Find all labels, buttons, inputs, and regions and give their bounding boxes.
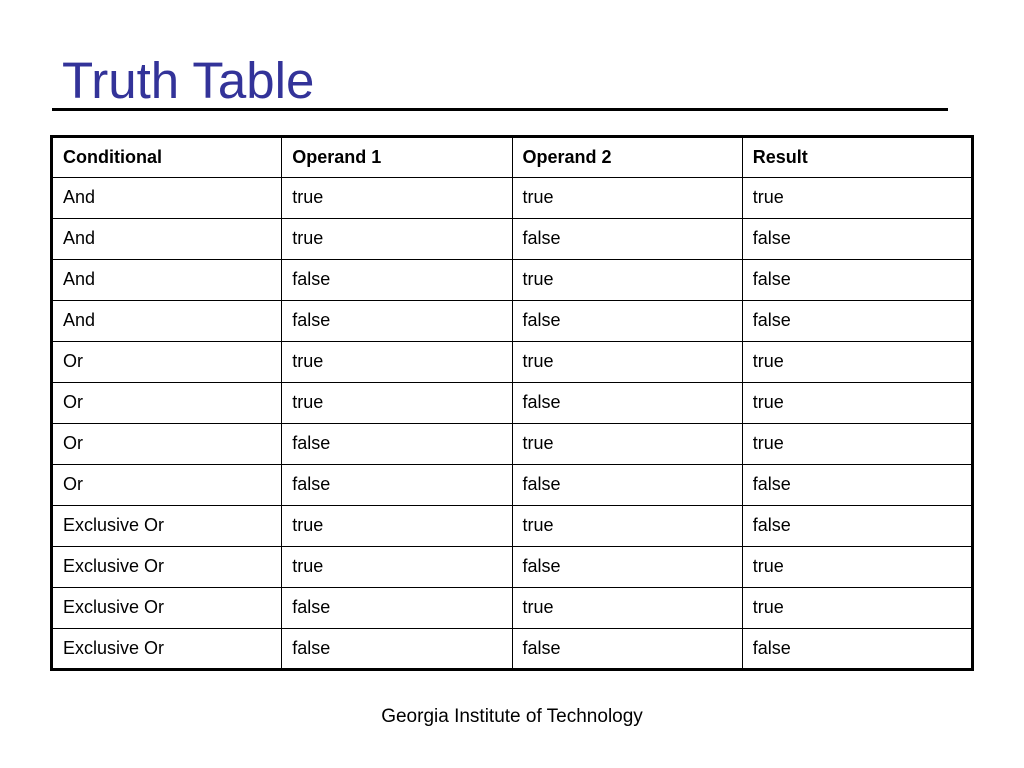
cell-conditional: And — [52, 178, 282, 219]
table-header-row — [52, 137, 973, 178]
cell-conditional: Exclusive Or — [52, 506, 282, 547]
cell-conditional: Or — [52, 383, 282, 424]
cell-operand-2: false — [512, 383, 742, 424]
table-row — [52, 260, 973, 301]
truth-table — [50, 135, 974, 671]
cell-operand-2: true — [512, 260, 742, 301]
cell-operand-1: false — [282, 629, 512, 670]
slide-title: Truth Table — [62, 52, 315, 109]
cell-operand-1: true — [282, 342, 512, 383]
table-row — [52, 424, 973, 465]
title-underline — [52, 108, 948, 111]
cell-operand-1: false — [282, 260, 512, 301]
table-row — [52, 342, 973, 383]
table-row — [52, 506, 973, 547]
table-row — [52, 301, 973, 342]
table-row — [52, 465, 973, 506]
cell-conditional: Exclusive Or — [52, 547, 282, 588]
cell-operand-1: true — [282, 383, 512, 424]
cell-result: false — [742, 219, 972, 260]
cell-operand-1: true — [282, 219, 512, 260]
cell-operand-1: false — [282, 465, 512, 506]
cell-operand-1: true — [282, 547, 512, 588]
cell-result: false — [742, 260, 972, 301]
table-row — [52, 588, 973, 629]
cell-operand-2: true — [512, 588, 742, 629]
cell-conditional: Or — [52, 424, 282, 465]
cell-operand-1: false — [282, 424, 512, 465]
cell-result: false — [742, 301, 972, 342]
cell-operand-2: true — [512, 342, 742, 383]
cell-conditional: Or — [52, 465, 282, 506]
cell-operand-2: true — [512, 424, 742, 465]
cell-conditional: Or — [52, 342, 282, 383]
cell-operand-1: true — [282, 506, 512, 547]
cell-operand-1: true — [282, 178, 512, 219]
cell-conditional: And — [52, 260, 282, 301]
table-row — [52, 629, 973, 670]
cell-result: true — [742, 383, 972, 424]
cell-conditional: Exclusive Or — [52, 588, 282, 629]
table-row — [52, 383, 973, 424]
header-operand-1: Operand 1 — [282, 137, 512, 178]
header-conditional: Conditional — [52, 137, 282, 178]
cell-operand-2: true — [512, 178, 742, 219]
cell-operand-1: false — [282, 588, 512, 629]
cell-result: true — [742, 588, 972, 629]
table-row — [52, 547, 973, 588]
cell-result: true — [742, 547, 972, 588]
cell-result: false — [742, 465, 972, 506]
cell-conditional: And — [52, 219, 282, 260]
cell-conditional: And — [52, 301, 282, 342]
header-result: Result — [742, 137, 972, 178]
cell-operand-2: false — [512, 547, 742, 588]
cell-operand-2: false — [512, 219, 742, 260]
cell-operand-2: false — [512, 465, 742, 506]
cell-result: false — [742, 506, 972, 547]
cell-result: true — [742, 424, 972, 465]
cell-operand-2: true — [512, 506, 742, 547]
cell-operand-1: false — [282, 301, 512, 342]
cell-result: false — [742, 629, 972, 670]
table-row — [52, 219, 973, 260]
cell-result: true — [742, 342, 972, 383]
header-operand-2: Operand 2 — [512, 137, 742, 178]
cell-result: true — [742, 178, 972, 219]
table-row — [52, 178, 973, 219]
cell-operand-2: false — [512, 301, 742, 342]
footer-institution: Georgia Institute of Technology — [381, 706, 643, 727]
cell-operand-2: false — [512, 629, 742, 670]
cell-conditional: Exclusive Or — [52, 629, 282, 670]
